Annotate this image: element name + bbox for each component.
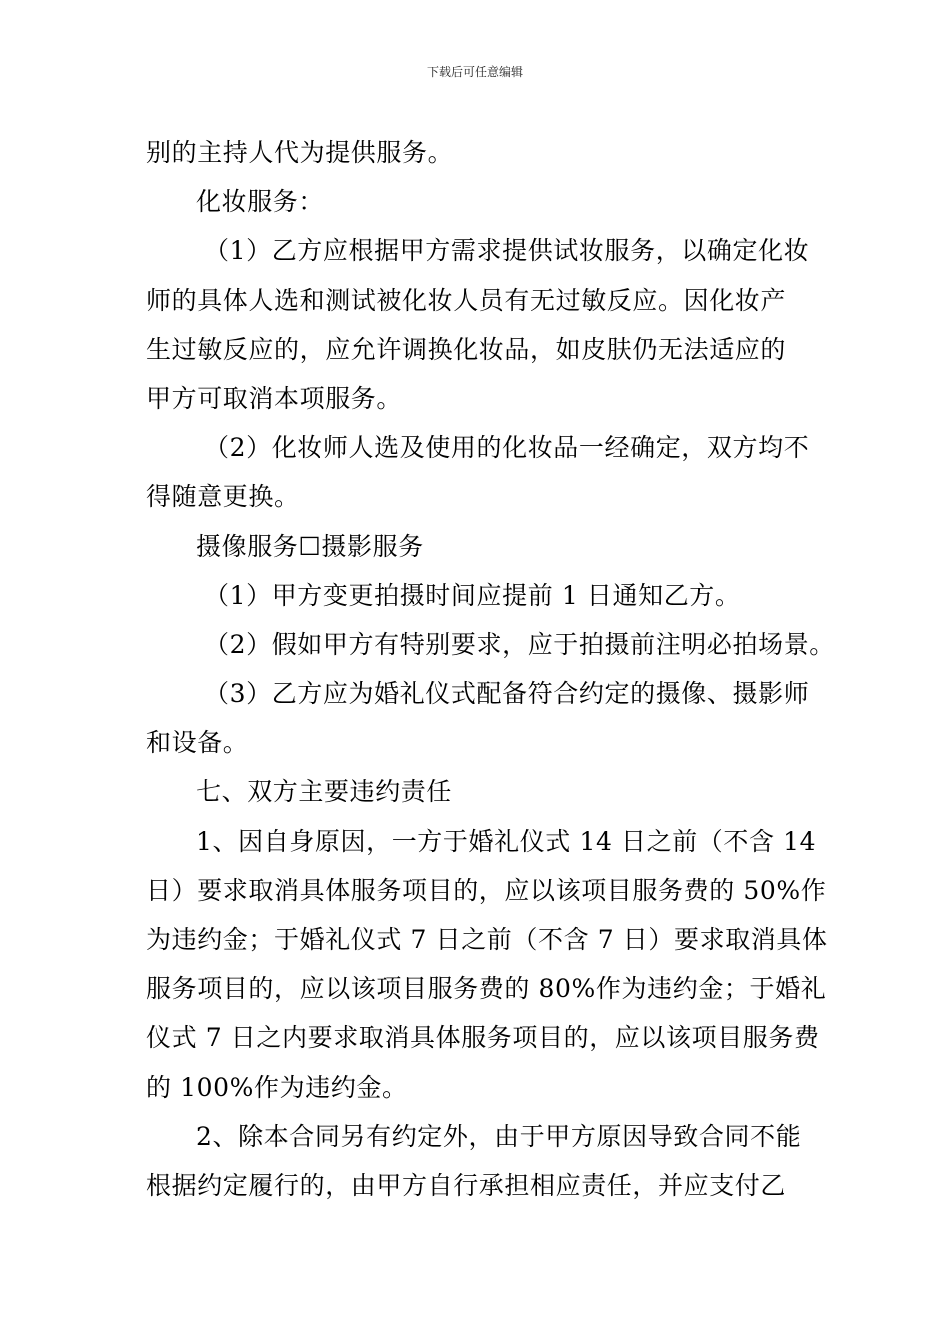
- paragraph-line: （2）假如甲方有特别要求，应于拍摄前注明必拍场景。: [204, 629, 835, 659]
- paragraph-line: （2）化妆师人选及使用的化妆品一经确定，双方均不: [204, 433, 810, 463]
- paragraph-line: 仪式 7 日之内要求取消具体服务项目的，应以该项目服务费: [146, 1023, 820, 1053]
- paragraph-line: 的 100%作为违约金。: [146, 1072, 408, 1102]
- paragraph-line: 别的主持人代为提供服务。: [146, 138, 454, 167]
- paragraph-line: 和设备。: [146, 728, 249, 758]
- paragraph-line: （3）乙方应为婚礼仪式配备符合约定的摄像、摄影师: [204, 679, 810, 709]
- paragraph-line: （1）乙方应根据甲方需求提供试妆服务，以确定化妆: [204, 236, 810, 266]
- section-heading: 七、双方主要违约责任: [196, 777, 453, 807]
- paragraph-line: 甲方可取消本项服务。: [146, 383, 403, 413]
- page-header: 下载后可任意编辑: [426, 65, 523, 79]
- paragraph-line: 得随意更换。: [146, 482, 300, 512]
- paragraph-line: 服务项目的，应以该项目服务费的 80%作为违约金；于婚礼: [146, 974, 827, 1004]
- paragraph-line: 师的具体人选和测试被化妆人员有无过敏反应。因化妆产: [146, 285, 787, 315]
- paragraph-line: 1、因自身原因，一方于婚礼仪式 14 日之前（不含 14: [196, 826, 817, 856]
- section-heading: 摄像服务☐摄影服务: [196, 531, 424, 561]
- paragraph-line: 根据约定履行的，由甲方自行承担相应责任，并应支付乙: [146, 1170, 787, 1200]
- section-heading: 化妆服务：: [196, 187, 325, 217]
- paragraph-line: 生过敏反应的，应允许调换化妆品，如皮肤仍无法适应的: [146, 334, 787, 364]
- document-body: [146, 128, 835, 1210]
- paragraph-line: 日）要求取消具体服务项目的，应以该项目服务费的 50%作: [146, 875, 827, 905]
- paragraph-line: 为违约金；于婚礼仪式 7 日之前（不含 7 日）要求取消具体: [146, 925, 828, 954]
- paragraph-line: （1）甲方变更拍摄时间应提前 1 日通知乙方。: [204, 580, 741, 610]
- paragraph-line: 2、除本合同另有约定外，由于甲方原因导致合同不能: [196, 1121, 802, 1151]
